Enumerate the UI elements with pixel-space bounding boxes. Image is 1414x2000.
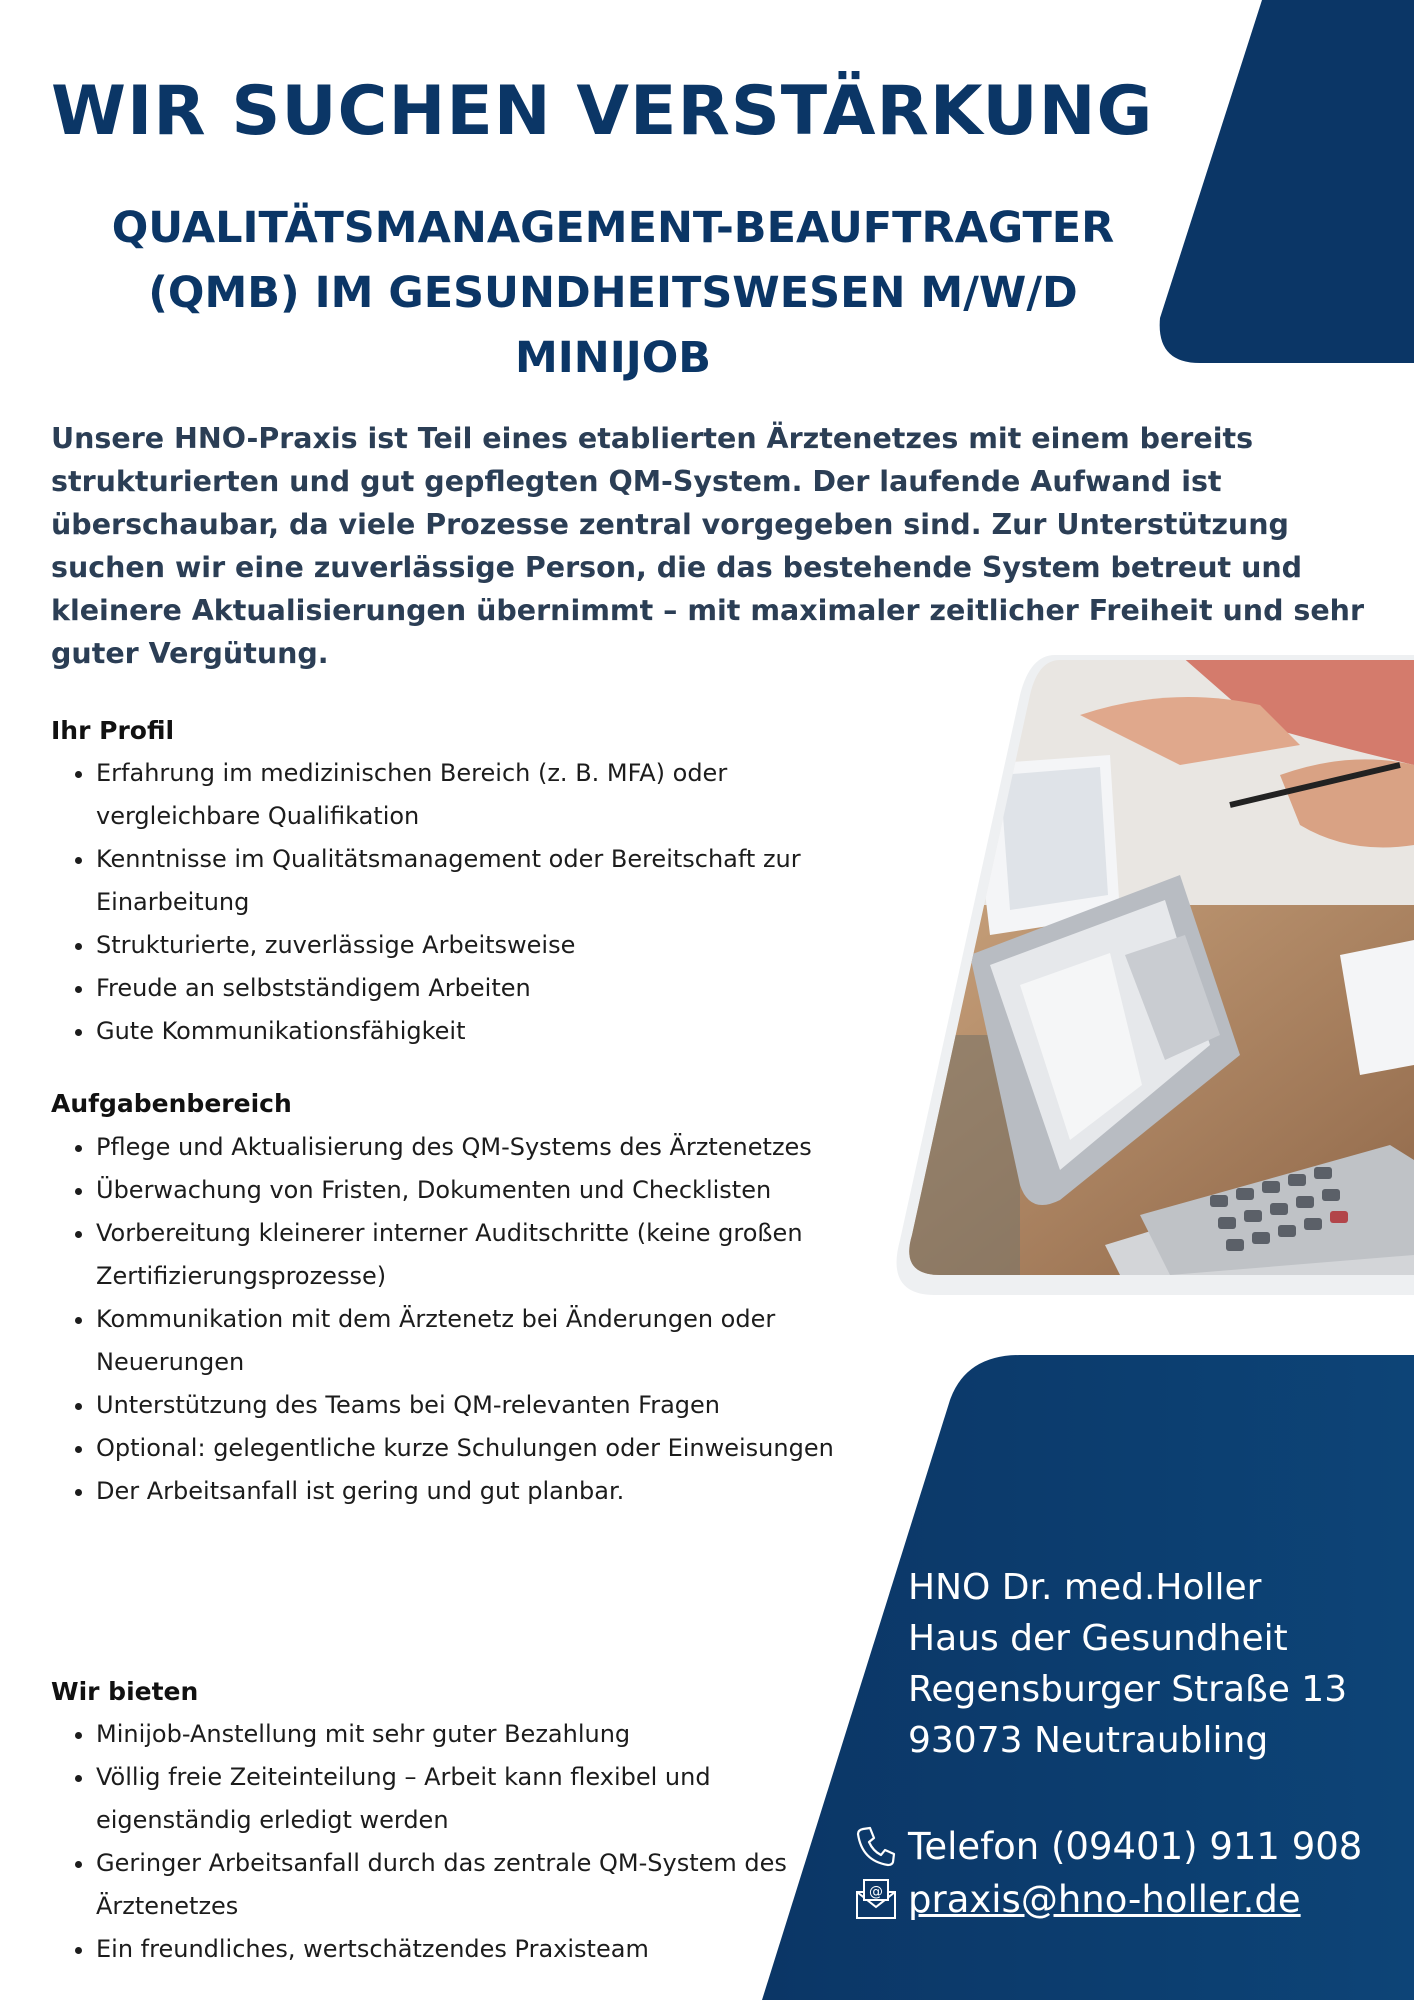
bieten-title: Wir bieten <box>51 1677 199 1706</box>
top-right-shape <box>1160 0 1414 363</box>
list-item: • Ein freundliches, wertschätzendes Praxisteam <box>96 1928 856 1971</box>
list-item: • Überwachung von Fristen, Dokumenten und Checklisten <box>96 1169 856 1212</box>
headline: WIR SUCHEN VERSTÄRKUNG <box>51 72 1154 151</box>
svg-text:@: @ <box>869 1884 883 1900</box>
list-item: • Kommunikation mit dem Ärztenetz bei Änderungen oder Neuerungen <box>96 1298 856 1384</box>
list-item: • Unterstützung des Teams bei QM-relevanten Fragen <box>96 1384 856 1427</box>
aufgaben-title: Aufgabenbereich <box>51 1089 292 1118</box>
list-item: • Pflege und Aktualisierung des QM-Systems des Ärztenetzes <box>96 1126 856 1169</box>
list-item: • Minijob-Anstellung mit sehr guter Bezahlung <box>96 1713 856 1756</box>
list-item: • Gute Kommunikationsfähigkeit <box>96 1010 856 1053</box>
list-item: • Erfahrung im medizinischen Bereich (z. B. MFA) oder vergleichbare Qualifikation <box>96 752 856 838</box>
list-item: • Freude an selbstständigem Arbeiten <box>96 967 856 1010</box>
job-title-line-2: (QMB) IM GESUNDHEITSWESEN M/W/D <box>148 268 1078 318</box>
list-item: • Der Arbeitsanfall ist gering und gut planbar. <box>96 1470 856 1513</box>
phone-number[interactable]: Telefon (09401) 911 908 <box>908 1824 1363 1868</box>
list-item: • Geringer Arbeitsanfall durch das zentrale QM-System des Ärztenetzes <box>96 1842 856 1928</box>
intro-paragraph: Unsere HNO-Praxis ist Teil eines etablierten Ärztenetzes mit einem bereits strukturierten und gut gepflegten QM-System. Der laufende Aufwand ist überschaubar, da viele Prozesse zentral vorgegeben sind. Zur Unterstützung suchen wir eine zuverlässige Person, die das bestehende System betreut und kleinere Aktualisierungen übernimmt – mit maximaler zeitlicher Freiheit und sehr guter Vergütung. <box>51 422 1365 670</box>
email-icon <box>854 1877 898 1921</box>
email-row[interactable] <box>854 1873 1301 1925</box>
phone-row[interactable] <box>854 1820 1362 1872</box>
practice-address <box>908 1562 1347 1766</box>
aufgaben-list <box>51 1126 856 1513</box>
list-item: • Kenntnisse im Qualitätsmanagement oder Bereitschaft zur Einarbeitung <box>96 838 856 924</box>
office-photo <box>880 655 1414 1300</box>
bieten-list <box>51 1713 856 1971</box>
list-item: • Völlig freie Zeiteinteilung – Arbeit kann flexibel und eigenständig erledigt werden <box>96 1756 856 1842</box>
job-title-line-1: QUALITÄTSMANAGEMENT-BEAUFTRAGTER <box>111 203 1115 253</box>
profil-list <box>51 752 856 1053</box>
address-line: Regensburger Straße 13 <box>908 1669 1348 1710</box>
profil-title: Ihr Profil <box>51 716 175 745</box>
list-item: • Strukturierte, zuverlässige Arbeitsweise <box>96 924 856 967</box>
job-title-line-3: MINIJOB <box>514 333 712 383</box>
phone-icon <box>854 1824 898 1868</box>
job-title <box>51 196 1175 391</box>
address-line: HNO Dr. med.Holler <box>908 1567 1262 1608</box>
list-item: • Optional: gelegentliche kurze Schulungen oder Einweisungen <box>96 1427 856 1470</box>
address-line: Haus der Gesundheit <box>908 1618 1288 1659</box>
address-line: 93073 Neutraubling <box>908 1720 1269 1761</box>
list-item: • Vorbereitung kleinerer interner Auditschritte (keine großen Zertifizierungsprozesse) <box>96 1212 856 1298</box>
email-link[interactable]: praxis@hno-holler.de <box>908 1877 1301 1921</box>
